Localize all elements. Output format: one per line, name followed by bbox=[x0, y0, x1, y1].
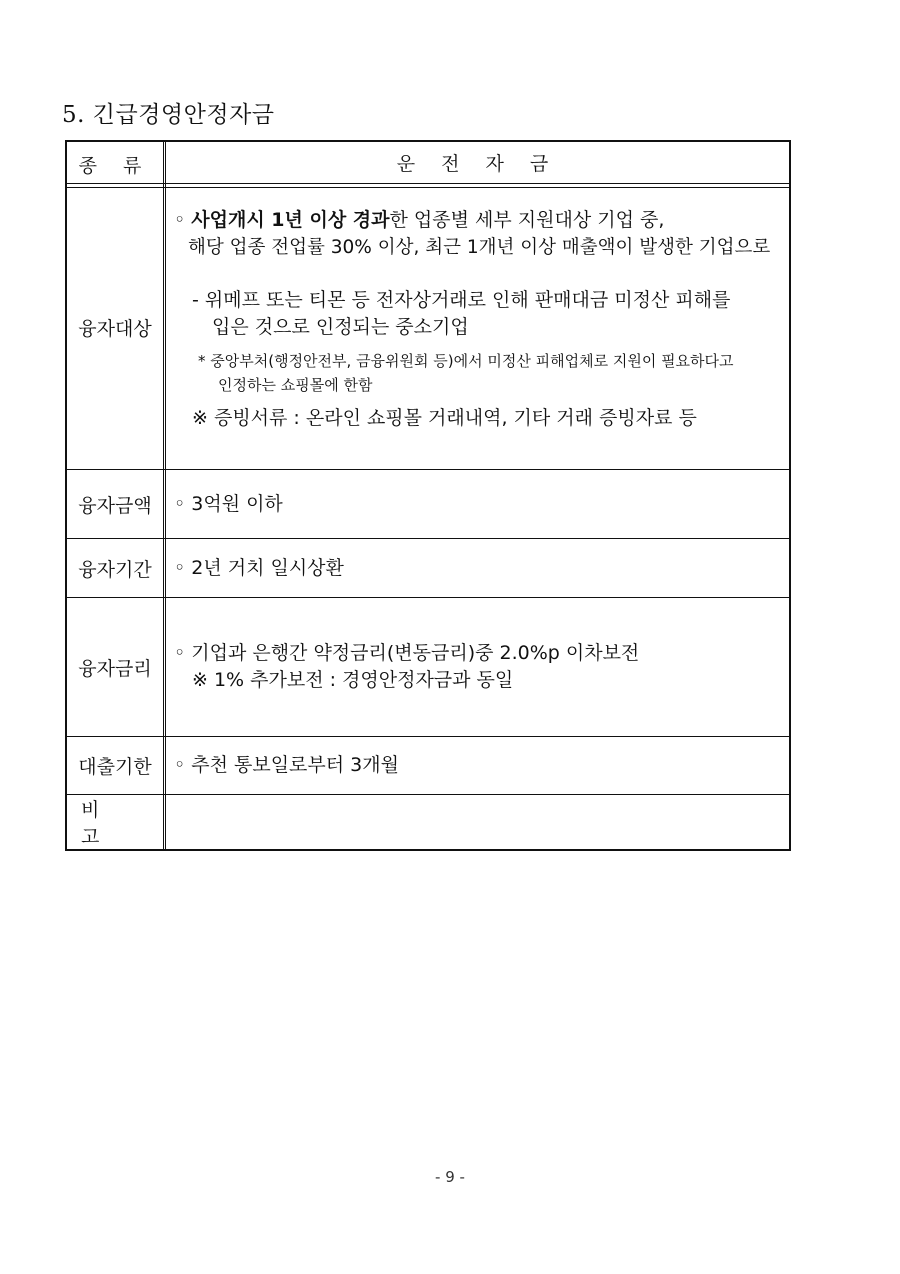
funding-table bbox=[65, 140, 791, 851]
remarks-label: 비 고 bbox=[81, 799, 114, 848]
period-label: 융자기간 bbox=[78, 558, 152, 581]
rate-body-cell bbox=[166, 598, 789, 736]
amount-label-cell bbox=[67, 470, 163, 538]
deadline-body-cell bbox=[166, 737, 789, 794]
deadline-label-cell bbox=[67, 737, 163, 794]
table-row-target bbox=[67, 186, 789, 469]
header-type-label: 종 류 bbox=[78, 154, 152, 177]
header-value-label: 운 전 자 금 bbox=[396, 152, 559, 175]
rate-note: ※ 1% 추가보전 : 경영안정자금과 동일 bbox=[192, 669, 514, 691]
target-evidence: ※ 증빙서류 : 온라인 쇼핑몰 거래내역, 기타 거래 증빙자료 등 bbox=[192, 407, 697, 429]
target-note-2: 인정하는 쇼핑몰에 한함 bbox=[218, 376, 373, 394]
target-line-1 bbox=[174, 207, 789, 234]
target-line-1-bold: 사업개시 1년 이상 경과 bbox=[191, 209, 390, 231]
amount-value: ◦ 3억원 이하 bbox=[174, 492, 283, 515]
target-label-cell bbox=[67, 186, 163, 469]
target-label: 융자대상 bbox=[78, 318, 152, 340]
remarks-label-cell bbox=[67, 795, 163, 849]
table-row-rate bbox=[67, 597, 789, 736]
rate-label-cell bbox=[67, 598, 163, 736]
rate-value: ◦ 기업과 은행간 약정금리(변동금리)중 2.0%p 이차보전 bbox=[174, 642, 640, 664]
amount-body-cell bbox=[166, 470, 789, 538]
page-number: - 9 - bbox=[435, 1168, 465, 1186]
header-type-cell bbox=[67, 142, 163, 186]
remarks-body-cell bbox=[166, 795, 789, 849]
header-value-cell bbox=[166, 142, 789, 186]
rate-label: 융자금리 bbox=[78, 657, 152, 680]
target-bullet: ◦ bbox=[174, 209, 186, 231]
target-line-1-rest: 한 업종별 세부 지원대상 기업 중, bbox=[389, 209, 665, 231]
table-row-deadline bbox=[67, 736, 789, 794]
target-note-1: * 중앙부처(행정안전부, 금융위원회 등)에서 미정산 피해업체로 지원이 필요하다고 bbox=[198, 352, 734, 370]
period-value: ◦ 2년 거치 일시상환 bbox=[174, 556, 344, 579]
section-title bbox=[62, 96, 275, 129]
section-number: 5. bbox=[62, 102, 85, 128]
section-heading: 긴급경영안정자금 bbox=[92, 102, 275, 128]
table-row-remarks bbox=[67, 794, 789, 849]
deadline-label: 대출기한 bbox=[78, 756, 152, 778]
period-body-cell bbox=[166, 539, 789, 597]
target-sub-1: - 위메프 또는 티몬 등 전자상거래로 인해 판매대금 미정산 피해를 bbox=[192, 289, 731, 311]
deadline-value: ◦ 추천 통보일로부터 3개월 bbox=[174, 754, 399, 776]
target-body-cell bbox=[166, 186, 789, 469]
table-row-amount bbox=[67, 469, 789, 538]
table-header-row bbox=[67, 142, 789, 186]
table-row-period bbox=[67, 538, 789, 597]
amount-label: 융자금액 bbox=[78, 494, 152, 517]
target-sub-2: 입은 것으로 인정되는 중소기업 bbox=[212, 316, 469, 338]
period-label-cell bbox=[67, 539, 163, 597]
target-line-2: 해당 업종 전업률 30% 이상, 최근 1개년 이상 매출액이 발생한 기업으로 bbox=[188, 237, 771, 258]
